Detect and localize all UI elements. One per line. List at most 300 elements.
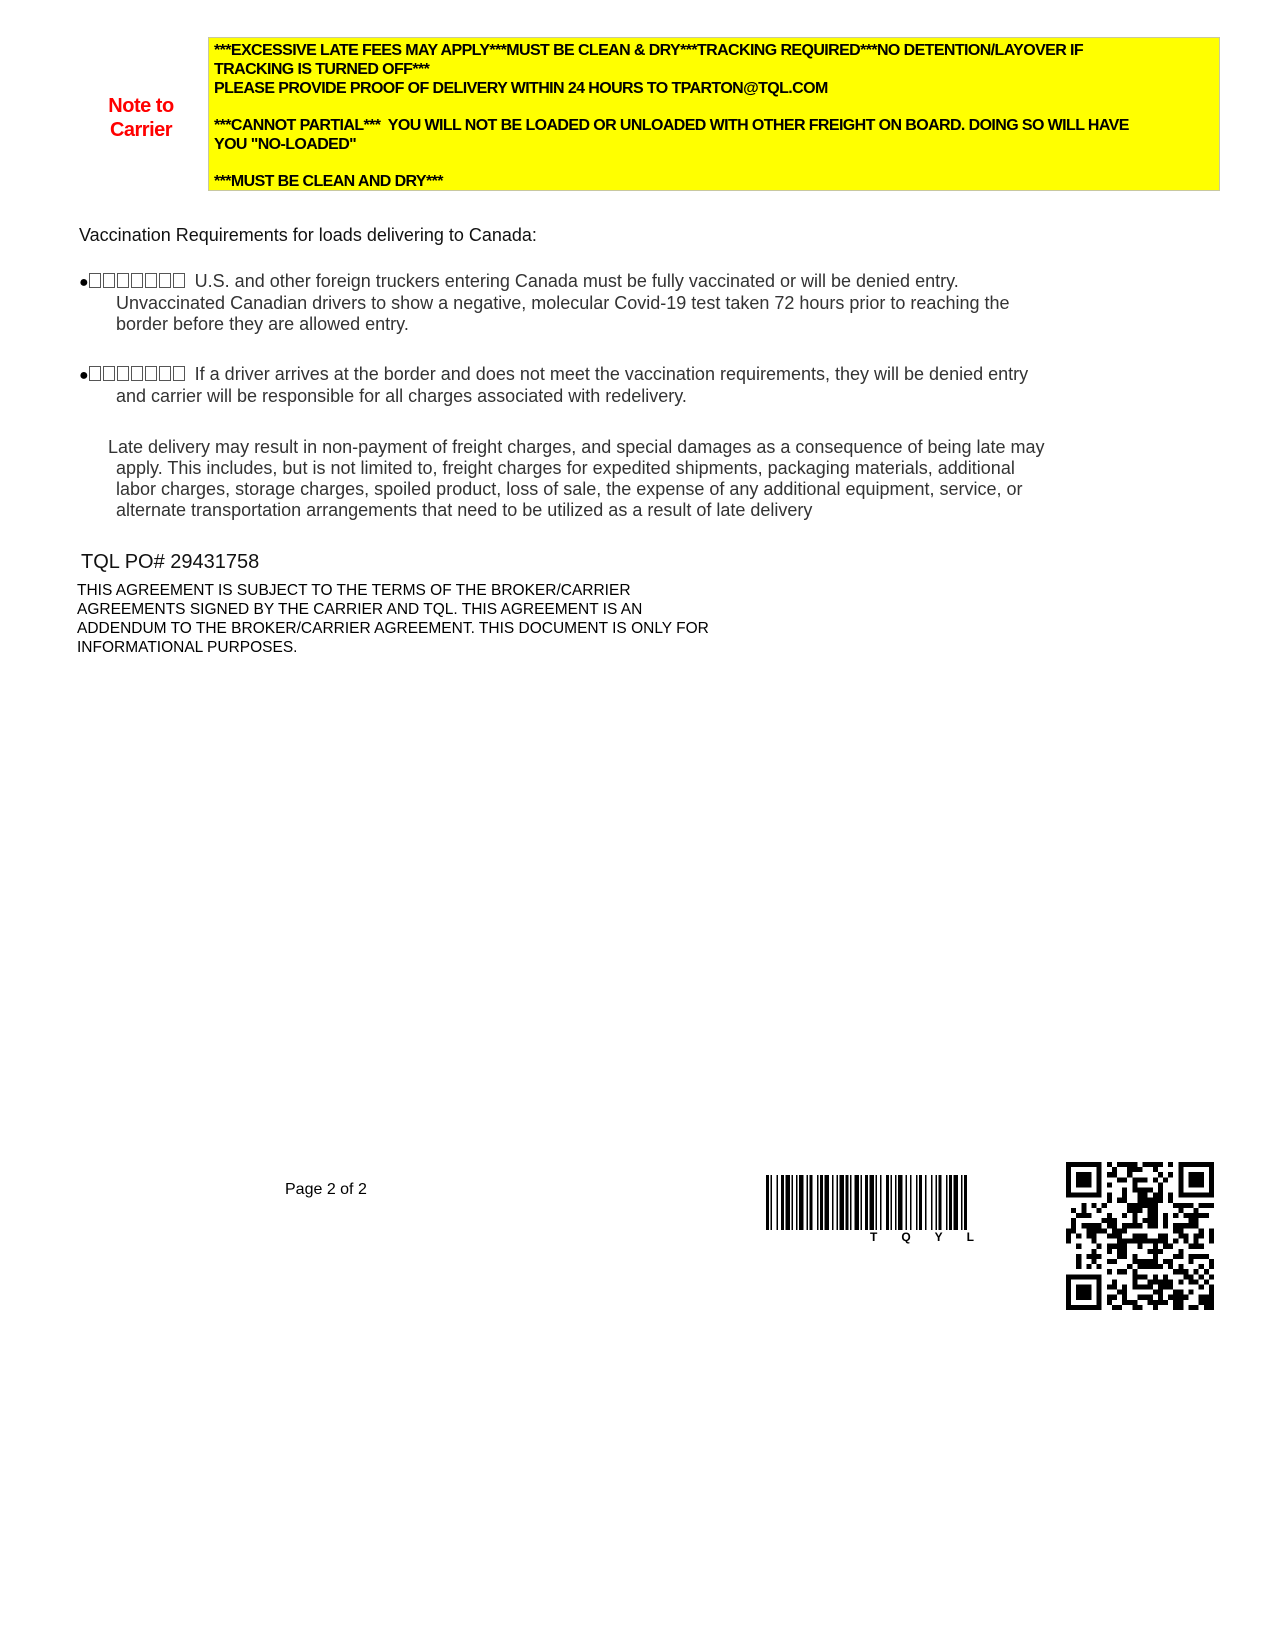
barcode-bar [810,1175,813,1230]
qr-module [1097,1254,1102,1259]
qr-module [1178,1203,1183,1208]
qr-module [1168,1244,1173,1249]
qr-finder [1097,1274,1102,1310]
barcode-bar [837,1175,839,1230]
qr-module [1107,1218,1112,1223]
qr-module [1086,1264,1091,1269]
qr-module [1168,1198,1173,1203]
qr-module [1107,1172,1112,1177]
qr-module [1092,1254,1097,1259]
qr-module [1137,1274,1142,1279]
missing-glyph-boxes [89,365,187,386]
qr-module [1148,1264,1153,1269]
qr-module [1148,1249,1153,1254]
qr-module [1076,1244,1081,1249]
qr-module [1209,1239,1214,1244]
qr-module [1209,1290,1214,1295]
qr-module [1132,1218,1137,1223]
qr-module [1194,1213,1199,1218]
barcode-bar [817,1175,819,1230]
qr-module [1153,1198,1158,1203]
qr-module [1178,1290,1183,1295]
qr-module [1112,1233,1117,1238]
qr-module [1092,1233,1097,1238]
barcode-bar [846,1175,849,1230]
qr-module [1153,1254,1158,1259]
barcode-bar [954,1175,959,1230]
qr-module [1158,1233,1163,1238]
barcode-bar [949,1175,952,1230]
qr-module [1183,1213,1188,1218]
qr-module [1199,1213,1204,1218]
qr-module [1153,1167,1158,1172]
qr-module [1153,1274,1158,1279]
qr-finder [1178,1193,1214,1198]
qr-module [1127,1172,1132,1177]
qr-module [1143,1218,1148,1223]
qr-module [1122,1177,1127,1182]
qr-finder [1066,1162,1071,1198]
qr-module [1097,1228,1102,1233]
qr-module [1071,1223,1076,1228]
qr-module [1178,1208,1183,1213]
qr-module [1183,1203,1188,1208]
qr-module [1183,1295,1188,1300]
qr-module [1107,1198,1112,1203]
note-line-5: YOU "NO-LOADED" [214,136,357,153]
qr-module [1137,1305,1142,1310]
qr-module [1148,1295,1153,1300]
barcode-bar [880,1175,882,1230]
barcode-bar [820,1175,823,1230]
qr-module [1188,1279,1193,1284]
barcode-bar [792,1175,794,1230]
qr-module [1076,1233,1081,1238]
qr-module [1122,1213,1127,1218]
qr-module [1178,1305,1183,1310]
qr-module [1117,1228,1122,1233]
qr-module [1122,1244,1127,1249]
qr-module [1137,1167,1142,1172]
qr-module [1209,1203,1214,1208]
barcode-bar [777,1175,779,1230]
qr-module [1081,1223,1086,1228]
qr-module [1188,1203,1193,1208]
qr-module [1092,1259,1097,1264]
qr-module [1168,1259,1173,1264]
qr-finder [1097,1162,1102,1198]
qr-module [1158,1172,1163,1177]
barcode-bar [766,1175,769,1230]
bullet-1-cont-2: border before they are allowed entry. [116,314,409,334]
qr-finder [1066,1274,1071,1310]
qr-module [1097,1208,1102,1213]
barcode-bar [925,1175,927,1230]
qr-module [1199,1254,1204,1259]
qr-module [1188,1223,1193,1228]
qr-module [1178,1264,1183,1269]
qr-module [1209,1233,1214,1238]
qr-module [1066,1239,1071,1244]
qr-module [1158,1264,1163,1269]
qr-module [1209,1305,1214,1310]
qr-module [1071,1228,1076,1233]
qr-module [1132,1274,1137,1279]
barcode-bar [964,1175,967,1230]
qr-module [1163,1177,1168,1182]
qr-module [1081,1213,1086,1218]
qr-module [1122,1254,1127,1259]
qr-module [1183,1239,1188,1244]
qr-module [1137,1203,1142,1208]
qr-module [1188,1213,1193,1218]
qr-module [1153,1279,1158,1284]
late-delivery-line-4: alternate transportation arrangements that need to be utilized as a result of late delivery [116,500,813,520]
qr-module [1127,1239,1132,1244]
note-line-2: TRACKING IS TURNED OFF*** [214,61,430,78]
barcode-bar [931,1175,933,1230]
barcode-bar [832,1175,834,1230]
vaccination-bullet-1 [79,271,1089,335]
qr-module [1178,1223,1183,1228]
qr-finder [1066,1193,1102,1198]
qr-module [1173,1228,1178,1233]
qr-finder [1076,1172,1091,1187]
qr-module [1097,1244,1102,1249]
qr-module [1173,1223,1178,1228]
late-delivery-line-2: apply. This includes, but is not limited to, freight charges for expedited shipments, packaging materials, additional [116,458,1015,478]
po-number: TQL PO# 29431758 [81,551,260,573]
qr-module [1102,1228,1107,1233]
qr-module [1112,1295,1117,1300]
qr-module [1183,1274,1188,1279]
qr-module [1117,1198,1122,1203]
qr-module [1132,1269,1137,1274]
qr-module [1199,1233,1204,1238]
qr-module [1127,1208,1132,1213]
qr-module [1076,1213,1081,1218]
qr-module [1143,1274,1148,1279]
qr-module [1153,1290,1158,1295]
note-line-1: ***EXCESSIVE LATE FEES MAY APPLY***MUST BE CLEAN & DRY***TRACKING REQUIRED***NO DETENTION/LAYOVER IF [214,42,1084,59]
qr-module [1107,1182,1112,1187]
qr-module [1122,1198,1127,1203]
qr-module [1092,1203,1097,1208]
qr-module [1137,1264,1142,1269]
qr-module [1127,1223,1132,1228]
qr-module [1148,1259,1153,1264]
qr-module [1209,1264,1214,1269]
qr-module [1122,1193,1127,1198]
bullet-2-cont-1: and carrier will be responsible for all charges associated with redelivery. [116,386,687,406]
qr-module [1199,1284,1204,1289]
qr-module [1173,1254,1178,1259]
qr-module [1199,1203,1204,1208]
note-gap [214,154,1214,172]
qr-module [1188,1259,1193,1264]
qr-module [1148,1188,1153,1193]
qr-module [1194,1208,1199,1213]
qr-module [1163,1274,1168,1279]
qr-module [1122,1249,1127,1254]
qr-module [1158,1284,1163,1289]
qr-module [1137,1188,1142,1193]
qr-module [1132,1284,1137,1289]
qr-module [1117,1162,1122,1167]
qr-module [1168,1264,1173,1269]
qr-module [1183,1233,1188,1238]
qr-module [1163,1279,1168,1284]
qr-module [1163,1223,1168,1228]
qr-module [1086,1233,1091,1238]
qr-module [1137,1177,1142,1182]
qr-module [1117,1239,1122,1244]
carrier-note-box [208,37,1220,191]
qr-module [1158,1295,1163,1300]
barcode-bar [771,1175,773,1230]
bullet-1-cont-1: Unvaccinated Canadian drivers to show a negative, molecular Covid-19 test taken 72 hours prior to reaching the [116,293,1010,313]
qr-module [1071,1208,1076,1213]
qr-module [1112,1167,1117,1172]
qr-module [1199,1274,1204,1279]
qr-module [1143,1295,1148,1300]
qr-module [1127,1264,1132,1269]
note-line-3: PLEASE PROVIDE PROOF OF DELIVERY WITHIN 24 HOURS TO TPARTON@TQL.COM [214,80,828,97]
qr-module [1107,1244,1112,1249]
qr-module [1153,1305,1158,1310]
qr-module [1163,1284,1168,1289]
qr-module [1148,1162,1153,1167]
qr-module [1204,1295,1209,1300]
qr-module [1112,1172,1117,1177]
qr-module [1132,1223,1137,1228]
qr-module [1117,1290,1122,1295]
qr-module [1188,1244,1193,1249]
qr-module [1112,1218,1117,1223]
qr-module [1107,1213,1112,1218]
qr-module [1112,1244,1117,1249]
qr-module [1163,1300,1168,1305]
qr-module [1194,1218,1199,1223]
vaccination-title: Vaccination Requirements for loads delivering to Canada: [79,225,537,245]
qr-module [1143,1188,1148,1193]
qr-module [1153,1249,1158,1254]
barcode-text: TQYL [870,1230,998,1244]
qr-module [1158,1188,1163,1193]
qr-module [1132,1162,1137,1167]
qr-module [1158,1279,1163,1284]
qr-finder [1209,1162,1214,1198]
qr-module [1132,1305,1137,1310]
barcode-bar [886,1175,889,1230]
qr-module [1153,1193,1158,1198]
agreement-line-4: INFORMATIONAL PURPOSES. [77,639,298,656]
qr-module [1148,1223,1153,1228]
qr-module [1194,1305,1199,1310]
qr-module [1143,1233,1148,1238]
qr-module [1173,1213,1178,1218]
qr-module [1153,1162,1158,1167]
qr-module [1199,1300,1204,1305]
late-delivery-paragraph [108,437,1098,521]
qr-module [1107,1269,1112,1274]
qr-module [1178,1254,1183,1259]
qr-module [1188,1290,1193,1295]
qr-module [1204,1254,1209,1259]
qr-module [1158,1249,1163,1254]
qr-module [1137,1284,1142,1289]
qr-module [1148,1279,1153,1284]
barcode-bar [910,1175,912,1230]
agreement-line-2: AGREEMENTS SIGNED BY THE CARRIER AND TQL. THIS AGREEMENT IS AN [77,601,643,618]
qr-module [1107,1162,1112,1167]
qr-module [1122,1188,1127,1193]
qr-module [1137,1223,1142,1228]
qr-module [1107,1300,1112,1305]
qr-module [1132,1213,1137,1218]
qr-module [1137,1193,1142,1198]
barcode-bar [898,1175,903,1230]
qr-module [1117,1233,1122,1238]
qr-module [1076,1264,1081,1269]
qr-module [1178,1228,1183,1233]
qr-module [1092,1223,1097,1228]
qr-module [1158,1162,1163,1167]
qr-module [1102,1203,1107,1208]
qr-module [1086,1223,1091,1228]
note-line-6: ***MUST BE CLEAN AND DRY*** [214,173,443,190]
qr-module [1204,1305,1209,1310]
qr-module [1204,1203,1209,1208]
qr-module [1112,1279,1117,1284]
qr-module [1199,1295,1204,1300]
qr-module [1204,1269,1209,1274]
qr-module [1209,1300,1214,1305]
qr-module [1107,1233,1112,1238]
qr-module [1127,1203,1132,1208]
qr-module [1173,1305,1178,1310]
qr-module [1209,1295,1214,1300]
barcode-bar [781,1175,784,1230]
note-label-line-2: Carrier [109,119,173,141]
qr-module [1148,1213,1153,1218]
qr-module [1081,1203,1086,1208]
qr-module [1163,1233,1168,1238]
barcode-bar [799,1175,804,1230]
qr-module [1122,1162,1127,1167]
qr-module [1107,1284,1112,1289]
late-delivery-line-1: Late delivery may result in non-payment of freight charges, and special damages as a consequence of being late may [108,437,1045,457]
agreement-line-1: THIS AGREEMENT IS SUBJECT TO THE TERMS OF THE BROKER/CARRIER [77,582,631,599]
qr-module [1092,1239,1097,1244]
qr-module [1107,1295,1112,1300]
qr-module [1107,1223,1112,1228]
qr-module [1143,1162,1148,1167]
qr-finder [1076,1284,1091,1299]
qr-module [1178,1295,1183,1300]
qr-module [1148,1208,1153,1213]
qr-module [1102,1218,1107,1223]
qr-module [1122,1228,1127,1233]
qr-module [1117,1244,1122,1249]
qr-module [1168,1162,1173,1167]
barcode-bar [825,1175,830,1230]
qr-module [1143,1239,1148,1244]
qr-module [1194,1279,1199,1284]
bullet-1-text: U.S. and other foreign truckers entering Canada must be fully vaccinated or will be denied entry. [194,271,959,291]
qr-module [1158,1239,1163,1244]
qr-finder [1178,1162,1183,1198]
qr-module [1066,1233,1071,1238]
qr-module [1112,1223,1117,1228]
qr-module [1076,1259,1081,1264]
barcode-bar [895,1175,897,1230]
barcode-bar [861,1175,863,1230]
qr-module [1153,1208,1158,1213]
qr-module [1194,1244,1199,1249]
bullet-dot-icon: ● [79,274,89,291]
qr-module [1178,1233,1183,1238]
qr-module [1132,1188,1137,1193]
qr-module [1132,1279,1137,1284]
qr-module [1148,1239,1153,1244]
barcode-bar [807,1175,809,1230]
barcode-bar [936,1175,938,1230]
qr-module [1107,1249,1112,1254]
qr-module [1122,1295,1127,1300]
qr-module [1132,1259,1137,1264]
qr-module [1122,1290,1127,1295]
qr-module [1107,1259,1112,1264]
qr-module [1158,1182,1163,1187]
qr-module [1168,1172,1173,1177]
barcode-bar [876,1175,878,1230]
qr-module [1153,1259,1158,1264]
barcode-bar [946,1175,948,1230]
qr-module [1132,1254,1137,1259]
qr-module [1158,1290,1163,1295]
qr-module [1127,1162,1132,1167]
qr-module [1194,1269,1199,1274]
qr-module [1117,1305,1122,1310]
qr-module [1137,1208,1142,1213]
qr-module [1071,1218,1076,1223]
qr-module [1173,1203,1178,1208]
qr-module [1168,1279,1173,1284]
qr-module [1178,1249,1183,1254]
qr-module [1163,1213,1168,1218]
vaccination-bullet-2 [79,364,1089,407]
qr-module [1153,1239,1158,1244]
qr-module [1086,1213,1091,1218]
qr-module [1209,1274,1214,1279]
qr-module [1148,1300,1153,1305]
qr-module [1132,1233,1137,1238]
qr-module [1173,1239,1178,1244]
qr-finder [1066,1305,1102,1310]
qr-module [1194,1233,1199,1238]
qr-module [1097,1264,1102,1269]
note-gap [214,98,1214,116]
qr-module [1143,1203,1148,1208]
qr-finder [1188,1172,1203,1187]
qr-module [1183,1269,1188,1274]
qr-module [1137,1259,1142,1264]
qr-module [1204,1213,1209,1218]
qr-module [1158,1198,1163,1203]
qr-module [1143,1198,1148,1203]
qr-code-image [1066,1162,1214,1310]
